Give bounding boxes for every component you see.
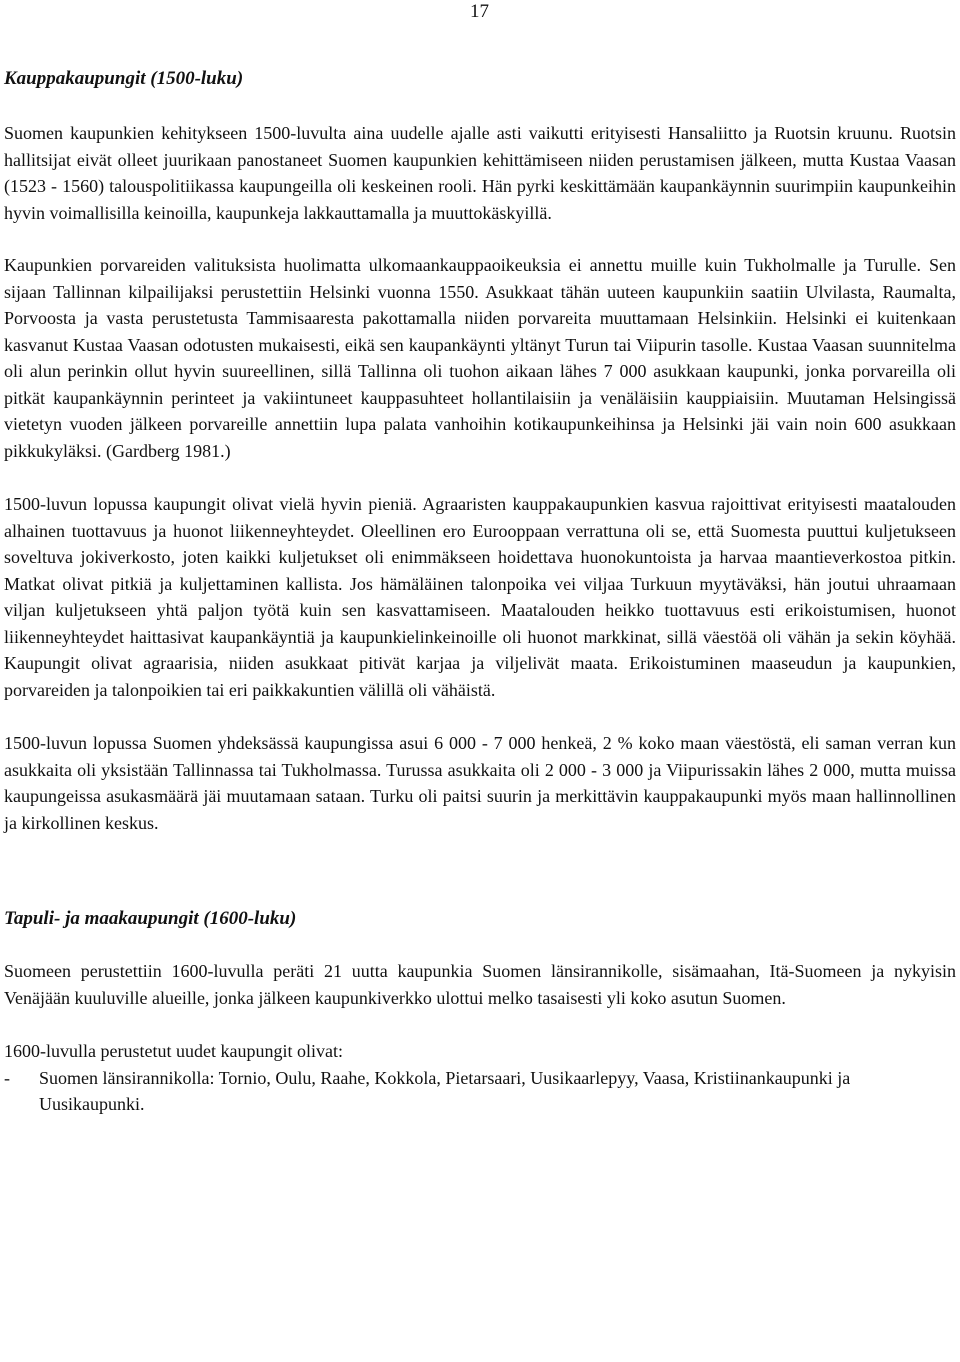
paragraph: 1600-luvulla perustetut uudet kaupungit olivat:: [4, 1041, 343, 1061]
paragraph: 1500-luvun lopussa Suomen yhdeksässä kaupungissa asui 6 000 - 7 000 henkeä, 2 % koko maan väestöstä, eli saman verran kun asukkaita oli yksistään Tallinnassa tai Tukholmassa. Turussa asukkaita oli 2 000 - 3 000 ja Viipurissakin lähes 2 000, mutta muissa kaupungeissa asukasmäärä jäi muutamaan sataan. Turku oli paitsi suurin ja merkittävin kauppakaupunki myös maan hallinnollinen ja kirkollinen keskus.: [4, 733, 956, 833]
list-item: [4, 1065, 956, 1118]
list-dash: -: [4, 1067, 10, 1088]
section-heading-tapulikaupungit: Tapuli- ja maakaupungit (1600-luku): [4, 908, 297, 929]
paragraph: Kaupunkien porvareiden valituksista huolimatta ulkomaankauppaoikeuksia ei annettu muille kuin Tukholmalle ja Turulle. Sen sijaan Tallinnan kilpailijaksi perustettiin Helsinki vuonna 1550. Asukkaat tähän uuteen kaupunkiin saatiin Ulvilasta, Raumalta, Porvoosta ja vasta perustetusta Tammisaaresta pakottamalla niiden porvareita muuttamaan Helsinkiin. Helsinki ei kuitenkaan kasvanut Kustaa Vaasan odotusten mukaisesti, eikä sen kaupankäynti yltänyt Turun tai Viipurin tasolle. Kustaa Vaasan suunnitelma oli alun perinkin ollut hyvin suureellinen, sillä Tallinna oli tuohon aikaan lähes 7 000 asukkaan kaupunki, jonka porvareilla oli pitkät kaupankäynnin perinteet ja vakiintuneet kauppasuhteet hollantilaisiin ja venäläisiin kauppiaisiin. Muutaman Helsingissä vietetyn vuoden jälkeen porvareille annettiin lupa palata vanhoihin kotikaupunkeihinsa ja Helsinki jäi vain noin 600 asukkaan pikkukyläksi. (Gardberg 1981.): [4, 255, 956, 461]
paragraph: Suomeen perustettiin 1600-luvulla peräti 21 uutta kaupunkia Suomen länsirannikolle, sisämaahan, Itä-Suomeen ja nykyisin Venäjään kuuluville alueille, jonka jälkeen kaupunkiverkko ulottui melko tasaisesti yli koko asutun Suomen.: [4, 961, 956, 1008]
page-content: [4, 66, 956, 1118]
page-number: 17: [470, 1, 489, 22]
list-item-text: Suomen länsirannikolla: Tornio, Oulu, Raahe, Kokkola, Pietarsaari, Uusikaarlepyy, Vaasa, Kristiinankaupunki ja Uusikaupunki.: [39, 1067, 851, 1114]
city-list: [4, 1065, 956, 1118]
paragraph: 1500-luvun lopussa kaupungit olivat vielä hyvin pieniä. Agraaristen kauppakaupunkien kasvua rajoittivat erityisesti maatalouden alhainen tuottavuus ja huonot liikenneyhteydet. Oleellinen ero Eurooppaan verrattuna oli se, että Suomesta puuttui kuljetukseen soveltuva jokiverkosto, joten kaikki kuljetukset oli enimmäkseen hoidettava huonokuntoista ja harvaa maantieverkostoa pitkin. Matkat olivat pitkiä ja kuljettaminen kallista. Jos hämäläinen talonpoika vei viljaa Turkuun myytäväksi, hän joutui uhraamaan viljan kuljetukseen yhtä paljon työtä kuin sen kasvattamiseen. Maatalouden heikko tuottavuus esti erikoistumisen, huonot liikenneyhteydet haittasivat kaupankäyntiä ja kaupunkielinkeinoille oli huonot markkinat, sillä väestöä oli vähän ja sekin köyhää. Kaupungit olivat agraarisia, niiden asukkaat pitivät karjaa ja viljelivät maata. Erikoistuminen maaseudun ja kaupunkien, porvareiden ja talonpoikien tai eri paikkakuntien välillä oli vähäistä.: [4, 494, 956, 700]
section-heading-kauppakaupungit: Kauppakaupungit (1500-luku): [4, 68, 244, 89]
paragraph: Suomen kaupunkien kehitykseen 1500-luvulta aina uudelle ajalle asti vaikutti erityisesti Hansaliitto ja Ruotsin kruunu. Ruotsin hallitsijat eivät olleet juurikaan panostaneet Suomen kaupunkien kehittämiseen niiden perustamisen jälkeen, mutta Kustaa Vaasan (1523 - 1560) talouspolitiikassa kaupungeilla oli keskeinen rooli. Hän pyrki keskittämään kaupankäynnin suurimpiin kaupunkeihin hyvin voimallisilla keinoilla, kaupunkeja lakkauttamalla ja muuttokäskyillä.: [4, 123, 956, 223]
